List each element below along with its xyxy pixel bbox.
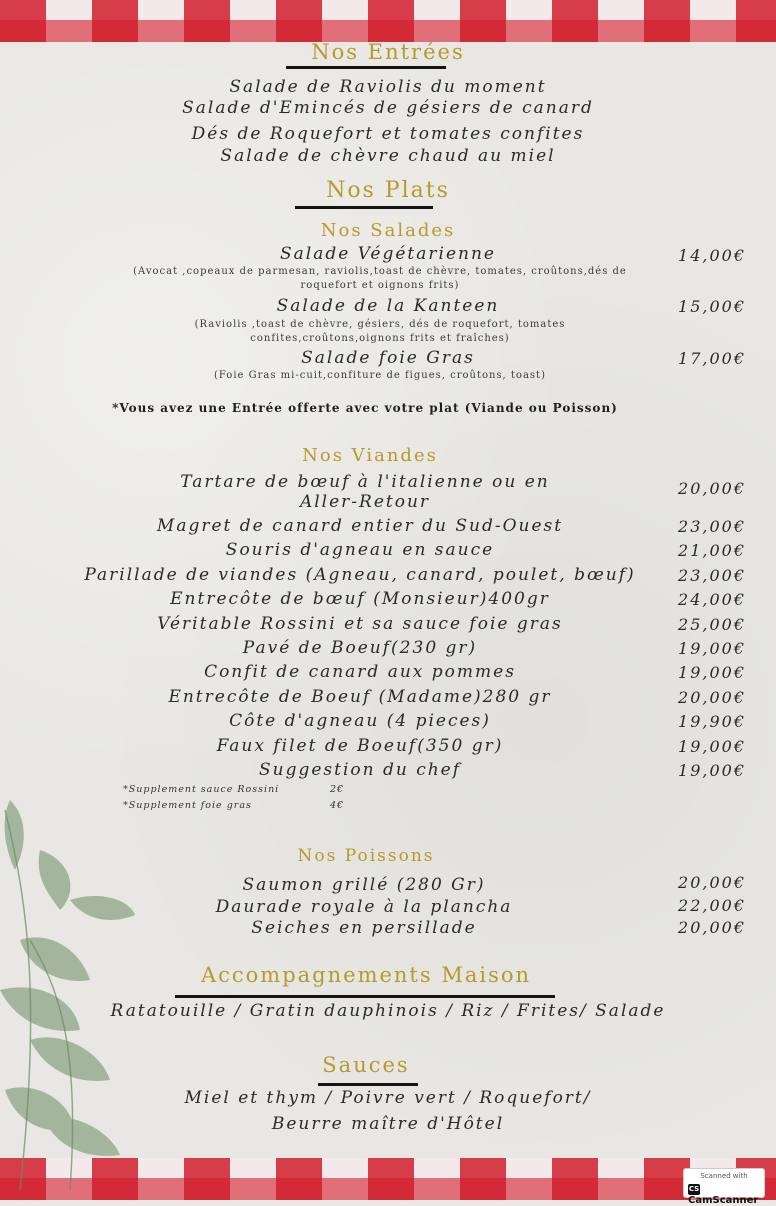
- viande-price: 19,00€: [678, 663, 746, 682]
- salade-name: Salade Végétarienne: [280, 244, 496, 264]
- poisson-price: 22,00€: [678, 896, 746, 915]
- sauces-line: Miel et thym / Poivre vert / Roquefort/: [184, 1088, 592, 1108]
- viande-price: 23,00€: [678, 566, 746, 585]
- supplement-price: 4€: [330, 800, 345, 811]
- viande-name: Entrecôte de Boeuf (Madame)280 gr: [168, 687, 552, 707]
- camscanner-watermark: [683, 1168, 765, 1206]
- salade-description: [110, 265, 650, 293]
- salade-name: Salade de la Kanteen: [276, 296, 500, 316]
- salade-description-line: roquefort et oignons frits): [300, 280, 460, 291]
- plats-underline: [295, 206, 433, 209]
- viande-price: 23,00€: [678, 517, 746, 536]
- salade-price: 15,00€: [678, 297, 746, 316]
- salade-description-line: (Foie Gras mi-cuit,confiture de figues, croûtons, toast): [214, 370, 546, 381]
- viande-price: 24,00€: [678, 590, 746, 609]
- viande-price: 20,00€: [678, 688, 746, 707]
- supplement-label: *Supplement sauce Rossini: [123, 784, 280, 795]
- entree-item: Salade de chèvre chaud au miel: [220, 146, 556, 166]
- poisson-name: Saumon grillé (280 Gr): [242, 875, 486, 895]
- entrees-heading: Nos Entrées: [311, 40, 465, 64]
- entree-item: Salade d'Emincés de gésiers de canard: [182, 98, 594, 118]
- salade-price: 17,00€: [678, 349, 746, 368]
- watermark-brand-name: CamScanner: [688, 1195, 759, 1206]
- viande-price: 20,00€: [678, 479, 746, 498]
- viande-name: Confit de canard aux pommes: [204, 662, 516, 682]
- offer-note: *Vous avez une Entrée offerte avec votre plat (Viande ou Poisson): [112, 401, 618, 415]
- viande-price: 19,00€: [678, 737, 746, 756]
- poisson-name: Seiches en persillade: [251, 918, 477, 938]
- salades-heading: Nos Salades: [320, 220, 456, 241]
- salade-price: 14,00€: [678, 246, 746, 265]
- viande-name: Parillade de viandes (Agneau, canard, poulet, bœuf): [84, 565, 636, 585]
- viande-name: Pavé de Boeuf(230 gr): [242, 638, 478, 658]
- accompagnements-list: Ratatouille / Gratin dauphinois / Riz / Frites/ Salade: [110, 1001, 666, 1021]
- tablecloth-top-border: [0, 0, 776, 42]
- plats-heading: Nos Plats: [326, 178, 450, 203]
- accompagnements-underline: [175, 995, 555, 998]
- viande-name: Véritable Rossini et sa sauce foie gras: [157, 614, 563, 634]
- viande-name: Entrecôte de bœuf (Monsieur)400gr: [170, 589, 550, 609]
- salade-description: [110, 369, 650, 383]
- entree-item: Salade de Raviolis du moment: [229, 77, 547, 97]
- viande-name: Faux filet de Boeuf(350 gr): [216, 736, 504, 756]
- entree-item: Dés de Roquefort et tomates confites: [191, 124, 585, 144]
- viande-price: 19,90€: [678, 712, 746, 731]
- sauces-heading: Sauces: [322, 1053, 410, 1077]
- watermark-caption: Scanned with: [700, 1172, 748, 1180]
- salade-description-line: confites,croûtons,oignons frits et fraîches): [250, 333, 510, 344]
- viande-name: Côte d'agneau (4 pieces): [229, 711, 491, 731]
- viande-price: 19,00€: [678, 639, 746, 658]
- accompagnements-heading: Accompagnements Maison: [200, 963, 532, 987]
- viande-name: Magret de canard entier du Sud-Ouest: [156, 516, 564, 536]
- viande-name: Tartare de bœuf à l'italienne ou en: [180, 472, 550, 492]
- camscanner-logo-icon: CS: [688, 1185, 700, 1193]
- salade-description-line: (Avocat ,copeaux de parmesan, raviolis,toast de chèvre, tomates, croûtons,dés de: [133, 266, 627, 277]
- viande-name: Suggestion du chef: [258, 760, 462, 780]
- poissons-heading: Nos Poissons: [297, 846, 435, 866]
- viande-name: Souris d'agneau en sauce: [225, 540, 495, 560]
- poisson-price: 20,00€: [678, 918, 746, 937]
- viande-name-continued: Aller-Retour: [299, 492, 431, 512]
- watermark-brand: [688, 1182, 764, 1206]
- salade-name: Salade foie Gras: [301, 348, 475, 368]
- poisson-price: 20,00€: [678, 873, 746, 892]
- salade-description-line: (Raviolis ,toast de chèvre, gésiers, dés de roquefort, tomates: [194, 319, 566, 330]
- viande-price: 19,00€: [678, 761, 746, 780]
- viandes-heading: Nos Viandes: [302, 445, 438, 466]
- viande-price: 21,00€: [678, 541, 746, 560]
- sauces-line: Beurre maître d'Hôtel: [271, 1114, 505, 1134]
- entrees-underline: [286, 66, 446, 69]
- salade-description: [110, 318, 650, 346]
- supplement-label: *Supplement foie gras: [123, 800, 252, 811]
- viande-price: 25,00€: [678, 615, 746, 634]
- poisson-name: Daurade royale à la plancha: [215, 897, 513, 917]
- supplement-price: 2€: [330, 784, 345, 795]
- sauces-underline: [318, 1083, 418, 1086]
